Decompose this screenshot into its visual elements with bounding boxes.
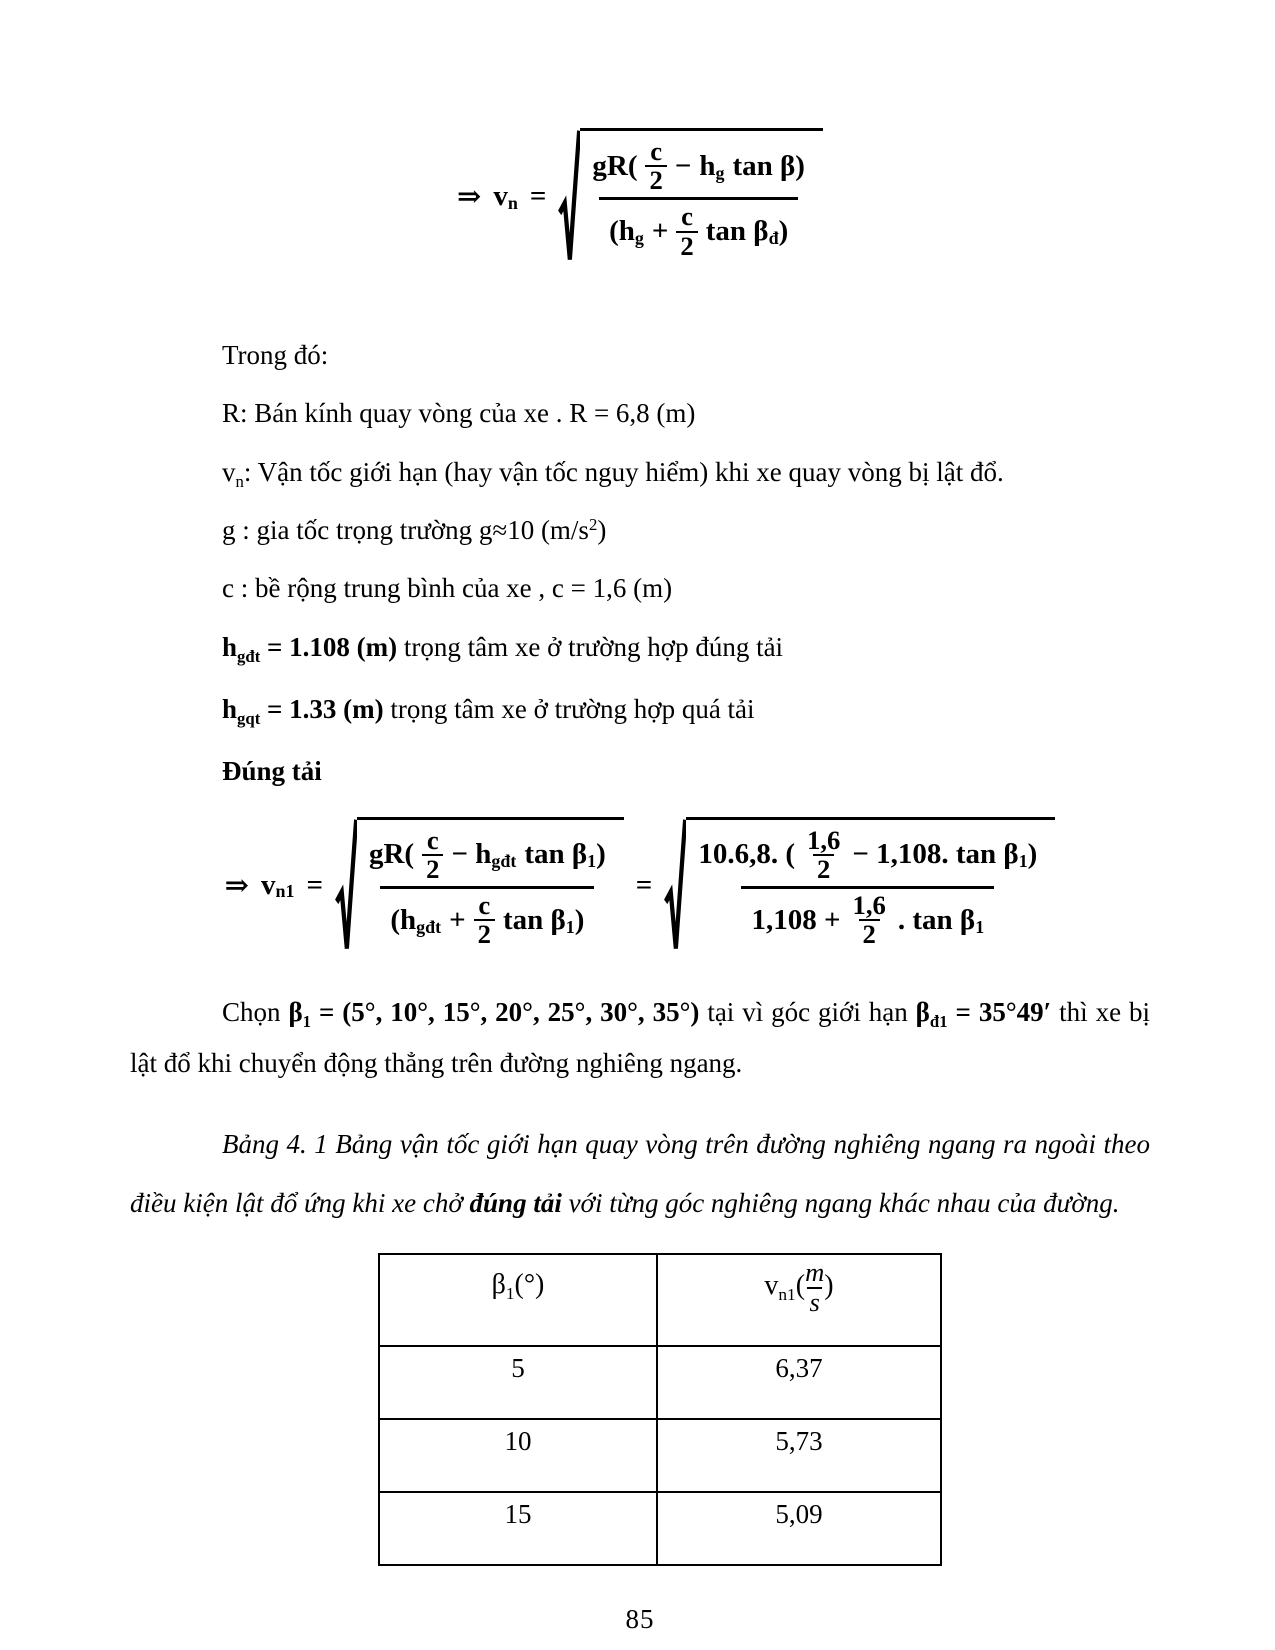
- caption-bold-dung-tai: đúng tải: [469, 1187, 562, 1218]
- radical-icon: [558, 128, 580, 265]
- denominator: 1,108 + $\frac{1,6}{2}$ . tan β $_1$: [741, 886, 994, 951]
- implies-arrow-icon: ⇒: [224, 869, 249, 902]
- beta-d1-math: $\beta_{đ1} = 35^\circ 49'$: [915, 997, 1052, 1032]
- numerator: gR( $\frac{c}{2}$ − h $_{gđt}$ tan β $_1$ ): [368, 824, 606, 884]
- beta-value: 10: [379, 1419, 657, 1492]
- fraction: [359, 824, 616, 952]
- c-over-2: $\frac{c}{2}$: [422, 827, 443, 883]
- var-v: v: [493, 179, 508, 212]
- hg-term: (h $_g$: [609, 215, 644, 248]
- 1-6-over-2: $\frac{1,6}{2}$: [852, 890, 886, 950]
- formula-vn1: [130, 817, 1150, 954]
- radical-icon: [335, 817, 357, 954]
- def-vn: $v_n$: Vận tốc giới hạn (hay vận tốc nguy hiểm) khi xe quay vòng bị lật đổ.: [222, 456, 1004, 491]
- c-over-2: $\frac{c}{2}$: [676, 203, 697, 259]
- header-beta1: $\beta_1(^\circ)$: [379, 1254, 657, 1346]
- caption-label: Bảng 4. 1: [222, 1128, 336, 1159]
- formula-vn: [130, 128, 1150, 265]
- beta1-set-math: $\beta_1 = (5^\circ$, 10°, 15°, 20°, 25°, 30°, 35°): [288, 997, 700, 1032]
- equals-sign: =: [306, 868, 323, 901]
- hgqt-math: $h_{gqt} = 1.33$ (m): [222, 694, 384, 729]
- table-row: [379, 1492, 941, 1565]
- c-over-2: $\frac{c}{2}$: [474, 892, 495, 948]
- def-hgqt: $h_{gqt} = 1.33$ (m) trọng tâm xe ở trường hợp quá tải: [222, 694, 755, 729]
- table-row: [379, 1346, 941, 1419]
- denominator: [380, 886, 594, 951]
- 1-6-over-2: $\frac{1,6}{2}$: [807, 824, 841, 884]
- beta-value: 5: [379, 1346, 657, 1419]
- page-number: 85: [625, 1603, 655, 1634]
- implies-arrow-icon: ⇒: [457, 180, 482, 213]
- def-width: c : bề rộng trung bình của xe , c = 1,6 (m): [222, 573, 673, 604]
- speed-value: 5,09: [657, 1492, 941, 1565]
- c-over-2: $\frac{c}{2}$: [645, 138, 666, 194]
- header-vn1: $v_{n1}$( $\frac{m}{s}$ ): [657, 1254, 941, 1346]
- hg-term: h $_g$: [699, 149, 725, 183]
- def-hgdt: $h_{gđt} = 1.108$ (m) trọng tâm xe ở trường hợp đúng tải: [222, 631, 784, 666]
- m-over-s: $\frac{m}{s}$: [805, 1256, 825, 1317]
- formula-vn-lhs: v $_n$: [493, 179, 518, 213]
- hgdt-term: − h $_{gđt}$: [451, 838, 517, 872]
- radical-icon: [664, 817, 686, 954]
- speed-value: 5,73: [657, 1419, 941, 1492]
- sqrt-symbolic: [335, 817, 624, 954]
- speed-limit-table: [378, 1253, 942, 1566]
- intro-label: Trong đó:: [222, 339, 329, 370]
- section-heading-dung-tai: Đúng tải: [222, 755, 322, 786]
- numerator: 10.6,8. ( $\frac{1,6}{2}$ − 1,108. tan β $_1$ ): [698, 824, 1038, 884]
- tan-term: tan β $_1$ ): [502, 903, 585, 937]
- speed-value: 6,37: [657, 1346, 941, 1419]
- tan-term: . tan β $_1$: [897, 903, 985, 937]
- formula-vn1-lhs: v $_{n1}$: [260, 868, 295, 902]
- denominator: [599, 197, 798, 262]
- table-header-row: [379, 1254, 941, 1346]
- equals-sign: =: [635, 868, 653, 901]
- table-caption: Bảng 4. 1 Bảng vận tốc giới hạn quay vòng trên đường nghiêng ngang ra ngoài theo điều kiện lật đổ ứng khi xe chở đúng tải với từng góc nghiêng ngang khác nhau của đường.: [130, 1128, 1151, 1218]
- table-row: [379, 1419, 941, 1492]
- fraction: [582, 135, 815, 263]
- hgdt-math: $h_{gđt} = 1.108$ (m): [222, 631, 398, 666]
- minus-sign: −: [674, 149, 692, 182]
- plus-sign: +: [449, 903, 466, 936]
- equals-sign: =: [529, 179, 547, 212]
- plus-sign: +: [651, 215, 669, 248]
- fraction: [688, 824, 1047, 952]
- sqrt-expression: [558, 128, 823, 265]
- hgdt-term: (h $_{gđt}$: [390, 903, 442, 937]
- sqrt-numeric: [664, 817, 1055, 954]
- tan-term: − 1,108. tan β $_1$ ): [852, 838, 1038, 872]
- tan-term: tan β $_đ$ ): [705, 215, 789, 248]
- def-gravity: g : gia tốc trọng trường g≈10 $(m/s^2)$: [222, 514, 607, 546]
- def-radius: R: Bán kính quay vòng của xe . R = 6,8 (m): [222, 398, 696, 429]
- numerator: [582, 135, 815, 197]
- tan-term: tan β): [732, 149, 805, 182]
- num-pre: gR(: [592, 149, 638, 182]
- beta-value: 15: [379, 1492, 657, 1565]
- choose-paragraph: Chọn $\beta_1 = (5^\circ$, 10°, 15°, 20°, 25°, 30°, 35°) tại vì góc giới hạn $\beta_{đ1} = 35^\circ 49'$ thì xe bị lật đổ khi chuyển động thẳng trên đường nghiêng ngang.: [130, 997, 1150, 1079]
- tan-term: tan β $_1$ ): [524, 838, 606, 872]
